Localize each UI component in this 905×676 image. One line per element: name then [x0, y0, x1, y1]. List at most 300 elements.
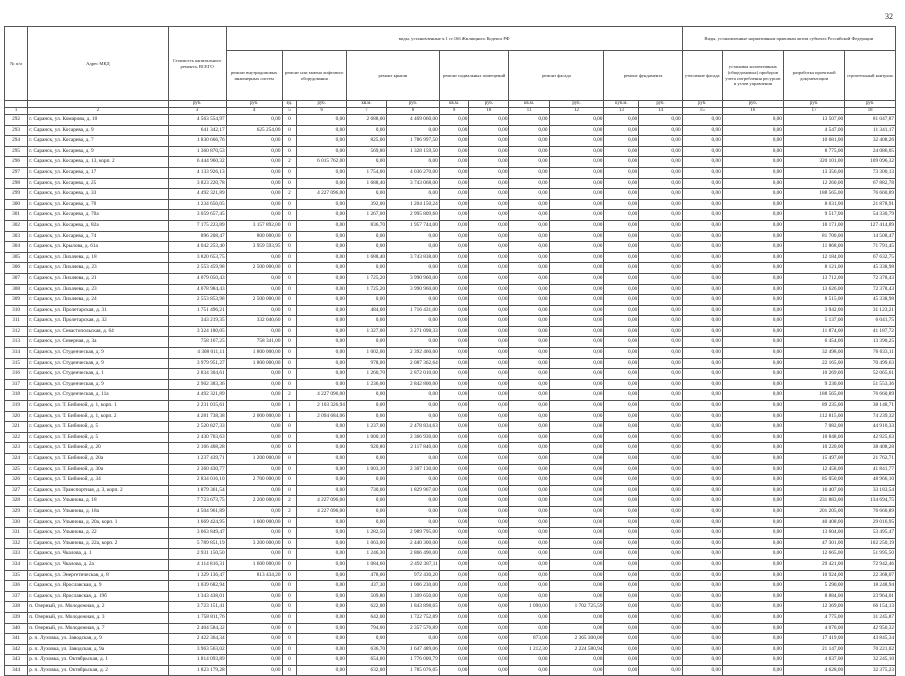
table-cell: 0,00 [439, 210, 469, 221]
table-cell: 1 776 000,79 [387, 655, 440, 666]
table-cell: 2 834 016,10 [168, 475, 226, 486]
table-cell: 0,00 [469, 475, 509, 486]
table-cell: 0 [282, 305, 297, 316]
row-number-cell: 296 [5, 157, 28, 168]
table-cell: 0,00 [639, 220, 682, 231]
table-cell: 0,00 [549, 199, 604, 210]
table-cell: 0,00 [346, 125, 386, 136]
table-cell: 0,00 [297, 136, 347, 147]
row-number-cell: 333 [5, 549, 28, 560]
table-cell: 0,00 [722, 634, 783, 645]
table-cell: 0,00 [439, 178, 469, 189]
table-cell: 0,00 [387, 454, 440, 465]
row-number-cell: 308 [5, 284, 28, 295]
table-row [5, 517, 896, 528]
table-cell: 0,00 [226, 634, 282, 645]
table-cell: 1 879 361,54 [168, 485, 226, 496]
table-cell: 0 [282, 475, 297, 486]
table-cell: 0,00 [722, 401, 783, 412]
table-cell: 654,00 [346, 655, 386, 666]
table-cell: 0,00 [639, 517, 682, 528]
table-cell: 76 660,89 [845, 506, 896, 517]
table-cell: 0,00 [604, 549, 639, 560]
table-cell: 0,00 [469, 263, 509, 274]
row-number-cell: 317 [5, 379, 28, 390]
table-cell: 0,00 [604, 464, 639, 475]
table-cell: 0,00 [604, 528, 639, 539]
table-cell: 0,00 [639, 178, 682, 189]
table-cell: 2 103 326,94 [297, 401, 347, 412]
table-cell: 0,00 [297, 348, 347, 359]
address-cell: г. Саранск, ул. Студенческая, д. 1 [28, 369, 168, 380]
table-row [5, 348, 896, 359]
row-number-cell: 323 [5, 443, 28, 454]
table-cell: 0,00 [226, 136, 282, 147]
table-cell: 0,00 [469, 210, 509, 221]
table-row [5, 602, 896, 613]
table-cell: 0,00 [549, 390, 604, 401]
table-cell: 4 036 270,00 [387, 167, 440, 178]
table-cell: 67 882,78 [845, 178, 896, 189]
table-cell: 0,00 [604, 263, 639, 274]
table-cell: 1 647 489,06 [387, 644, 440, 655]
header-basement: ремонт подвальных помещений [439, 51, 509, 101]
header-group-federal: виды, установленные ч.1 ст.166 Жилищного Кодекса РФ [226, 27, 682, 51]
table-cell: 0,00 [346, 496, 386, 507]
table-cell: 0,00 [439, 401, 469, 412]
address-cell: г. Саранск, ул. Ульянова, д. 18а [28, 506, 168, 517]
table-cell: 0,00 [509, 432, 549, 443]
table-cell: 3 324 180,05 [168, 326, 226, 337]
column-numbers-row [5, 108, 896, 115]
table-cell: 0,00 [226, 252, 282, 263]
table-cell: 0 [282, 369, 297, 380]
table-cell: 0,00 [549, 422, 604, 433]
address-cell: г. Саранск, ул. Лихачева, д. 24 [28, 295, 168, 306]
table-cell: 0,00 [226, 115, 282, 126]
table-cell: 0,00 [297, 655, 347, 666]
table-cell: 0,00 [439, 136, 469, 147]
table-cell: 1 000,10 [346, 432, 386, 443]
table-cell: 0,00 [387, 401, 440, 412]
table-cell: 1 327,00 [346, 326, 386, 337]
table-cell: 0,00 [604, 644, 639, 655]
table-cell: 0,00 [682, 549, 722, 560]
table-cell: 0,00 [469, 305, 509, 316]
address-cell: г. Саранск, ул. Косарева, д. 70 [28, 199, 168, 210]
table-cell: 6 444 960,32 [168, 157, 226, 168]
table-cell: 0,00 [387, 295, 440, 306]
table-cell: 0,00 [297, 263, 347, 274]
table-cell: 0,00 [604, 305, 639, 316]
table-cell: 0,00 [297, 559, 347, 570]
table-cell: 0,00 [549, 612, 604, 623]
table-cell: 0,00 [297, 146, 347, 157]
table-cell: 1 758 811,76 [168, 612, 226, 623]
table-row [5, 581, 896, 592]
table-cell: 11 874,00 [783, 326, 844, 337]
table-cell: 0,00 [682, 231, 722, 242]
table-cell: 3 157 892,00 [226, 220, 282, 231]
row-number-cell: 312 [5, 326, 28, 337]
unit-cell: руб. [783, 101, 844, 108]
address-cell: р. п. Луховка, ул. Октябрьская, д. 1 [28, 655, 168, 666]
table-cell: 0,00 [549, 528, 604, 539]
table-cell: 1 039 682,94 [168, 581, 226, 592]
table-cell: 569,80 [346, 146, 386, 157]
unit-cell: ед. [282, 101, 297, 108]
address-cell: г. Саранск, ул. Т. Бибиной, д. 5 [28, 432, 168, 443]
table-cell: 320 101,00 [783, 157, 844, 168]
table-row [5, 665, 896, 676]
table-cell: 0,00 [297, 581, 347, 592]
table-cell: 2 989 795,00 [387, 528, 440, 539]
table-row [5, 549, 896, 560]
unit-cell: кв.м. [509, 101, 549, 108]
table-cell: 0,00 [604, 401, 639, 412]
unit-cell: руб. [168, 101, 226, 108]
table-cell: 0,00 [639, 146, 682, 157]
table-cell: 0,00 [639, 348, 682, 359]
row-number-cell: 324 [5, 454, 28, 465]
table-cell: 0,00 [297, 305, 347, 316]
header-engineering-systems: ремонт внутридомовых инженерных систем [226, 51, 282, 101]
table-cell: 0 [282, 623, 297, 634]
table-row [5, 146, 896, 157]
table-row [5, 475, 896, 486]
table-cell: 2 094 684,06 [297, 411, 347, 422]
address-cell: г. Саранск, ул. Студенческая, д. 9 [28, 379, 168, 390]
table-cell: 0,00 [297, 199, 347, 210]
table-cell: 0 [282, 422, 297, 433]
table-cell: 0,00 [387, 506, 440, 517]
table-cell: 0,00 [469, 295, 509, 306]
table-cell: 0,00 [722, 559, 783, 570]
table-cell: 201 205,00 [783, 506, 844, 517]
table-cell: 0,00 [722, 136, 783, 147]
table-cell: 0,00 [226, 665, 282, 676]
row-number-cell: 306 [5, 263, 28, 274]
table-cell: 5 137,00 [783, 316, 844, 327]
table-cell: 1 003,10 [346, 464, 386, 475]
table-cell: 0,00 [722, 167, 783, 178]
table-cell: 0,00 [682, 570, 722, 581]
table-row [5, 189, 896, 200]
table-cell: 31 245,87 [845, 612, 896, 623]
table-cell: 0,00 [226, 464, 282, 475]
address-cell: г. Саранск, ул. Чкалова, д. 1 [28, 549, 168, 560]
table-cell: 0,00 [297, 443, 347, 454]
row-number-cell: 321 [5, 422, 28, 433]
table-cell: 0 [282, 136, 297, 147]
header-foundation: ремонт фундамента [604, 51, 682, 101]
table-cell: 0,00 [297, 210, 347, 221]
table-cell: 2 492 387,11 [387, 559, 440, 570]
table-cell: 0,00 [509, 581, 549, 592]
table-cell: 0 [282, 178, 297, 189]
table-cell: 0,00 [226, 178, 282, 189]
table-row [5, 199, 896, 210]
table-cell: 0,00 [722, 475, 783, 486]
column-number: 13 [604, 108, 639, 115]
table-cell: 0,00 [297, 591, 347, 602]
table-cell: 0,00 [639, 655, 682, 666]
table-cell: 40 408,00 [783, 517, 844, 528]
address-cell: г. Саранск, ул. Косарева, д. 74 [28, 231, 168, 242]
table-cell: 0,00 [509, 295, 549, 306]
table-cell: 0 [282, 517, 297, 528]
table-cell: 0,00 [346, 316, 386, 327]
table-cell: 0,00 [549, 464, 604, 475]
table-cell: 0,00 [722, 125, 783, 136]
table-cell: 0,00 [682, 443, 722, 454]
table-cell: 12 260,00 [783, 178, 844, 189]
unit-cell: руб. [226, 101, 282, 108]
table-cell: 0,00 [549, 549, 604, 560]
table-cell: 0,00 [639, 305, 682, 316]
row-number-cell: 316 [5, 369, 28, 380]
table-cell: 0,00 [509, 549, 549, 560]
table-cell: 17 419,00 [783, 634, 844, 645]
table-cell: 0,00 [639, 612, 682, 623]
table-cell: 13 712,00 [783, 273, 844, 284]
row-number-cell: 322 [5, 432, 28, 443]
table-cell: 2 931 150,50 [168, 549, 226, 560]
table-cell: 0,00 [469, 665, 509, 676]
table-row [5, 538, 896, 549]
table-cell: 0,00 [439, 581, 469, 592]
table-cell: 0,00 [226, 273, 282, 284]
table-cell: 0,00 [722, 665, 783, 676]
table-cell: 0,00 [226, 146, 282, 157]
table-cell: 0,00 [297, 242, 347, 253]
table-cell: 0,00 [226, 581, 282, 592]
table-cell: 1 830 666,76 [168, 136, 226, 147]
table-cell: 0,00 [604, 199, 639, 210]
unit-cell: кв.м. [439, 101, 469, 108]
table-cell: 0,00 [346, 475, 386, 486]
table-cell: 0,00 [549, 570, 604, 581]
table-cell: 0,00 [549, 581, 604, 592]
table-cell: 0,00 [722, 220, 783, 231]
table-cell: 484,00 [346, 305, 386, 316]
table-cell: 0,00 [639, 570, 682, 581]
table-cell: 1 716 431,00 [387, 305, 440, 316]
table-row [5, 316, 896, 327]
table-cell: 0,00 [722, 348, 783, 359]
table-cell: 0,00 [604, 655, 639, 666]
table-cell: 0,00 [549, 125, 604, 136]
table-cell: 0,00 [639, 496, 682, 507]
address-cell: г. Саранск, ул. Крылова, д. 61а [28, 242, 168, 253]
address-cell: г. Саранск, ул. Т. Бибиной, д. 1, корп. 2 [28, 411, 168, 422]
table-cell: 0,00 [682, 602, 722, 613]
row-number-cell: 299 [5, 189, 28, 200]
table-cell: 18 171,00 [783, 220, 844, 231]
column-number: 17 [783, 108, 844, 115]
table-cell: 1 688,40 [346, 252, 386, 263]
table-cell: 0,00 [509, 316, 549, 327]
table-cell: 2 360 430,77 [168, 464, 226, 475]
table-cell: 0,00 [604, 220, 639, 231]
table-cell: 0,00 [682, 199, 722, 210]
table-cell: 920,80 [346, 443, 386, 454]
table-cell: 0,00 [439, 506, 469, 517]
table-cell: 0,00 [509, 475, 549, 486]
table-cell: 0,00 [346, 401, 386, 412]
table-cell: 0,00 [722, 273, 783, 284]
table-cell: 0,00 [722, 570, 783, 581]
table-cell: 0,00 [469, 591, 509, 602]
table-cell: 2 500 000,00 [226, 263, 282, 274]
table-cell: 0,00 [639, 538, 682, 549]
table-cell: 1 282,50 [346, 528, 386, 539]
table-cell: 3 963 563,02 [168, 644, 226, 655]
table-cell: 2 [282, 496, 297, 507]
table-cell: 0,00 [469, 411, 509, 422]
unit-cell: руб. [722, 101, 783, 108]
table-cell: 0,00 [509, 655, 549, 666]
table-cell: 21 147,00 [783, 644, 844, 655]
table-cell: 0,00 [509, 528, 549, 539]
table-cell: 0,00 [604, 559, 639, 570]
table-cell: 1 237,00 [346, 422, 386, 433]
capital-repair-table [4, 26, 896, 676]
table-cell: 0,00 [469, 432, 509, 443]
table-cell: 0,00 [682, 369, 722, 380]
table-cell: 85 050,00 [783, 475, 844, 486]
row-number-cell: 337 [5, 591, 28, 602]
table-cell: 0 [282, 432, 297, 443]
row-number-cell: 294 [5, 136, 28, 147]
table-cell: 0,00 [439, 189, 469, 200]
table-cell: 1 204 150,24 [387, 199, 440, 210]
table-row [5, 273, 896, 284]
row-number-cell: 331 [5, 528, 28, 539]
address-cell: г. Саранск, ул. Ульянова, д. 18 [28, 496, 168, 507]
table-cell: 0,00 [297, 644, 347, 655]
table-cell: 0,00 [346, 242, 386, 253]
table-cell: 0,00 [722, 443, 783, 454]
header-facade: ремонт фасада [509, 51, 604, 101]
table-cell: 0,00 [722, 432, 783, 443]
table-cell: 1 236,00 [346, 379, 386, 390]
address-cell: п. Озерный, ул. Молодежная, д. 3 [28, 612, 168, 623]
table-cell: 188 565,00 [783, 390, 844, 401]
table-cell: 0 [282, 612, 297, 623]
table-cell: 0,00 [439, 422, 469, 433]
table-cell: 0,00 [439, 146, 469, 157]
table-cell: 0,00 [722, 326, 783, 337]
table-cell: 2 200 000,00 [226, 496, 282, 507]
table-cell: 0,00 [469, 655, 509, 666]
table-cell: 0,00 [226, 210, 282, 221]
table-cell: 0,00 [469, 570, 509, 581]
table-cell: 0,00 [722, 581, 783, 592]
table-cell: 22 368,07 [845, 570, 896, 581]
table-cell: 0,00 [439, 263, 469, 274]
table-cell: 0 [282, 655, 297, 666]
table-cell: 70 221,02 [845, 644, 896, 655]
table-cell: 0,00 [604, 411, 639, 422]
table-cell: 1 957 744,00 [387, 220, 440, 231]
table-cell: 0,00 [682, 337, 722, 348]
table-cell: 0,00 [549, 157, 604, 168]
table-cell: 0,00 [509, 337, 549, 348]
table-cell: 0,00 [509, 612, 549, 623]
table-row [5, 369, 896, 380]
table-cell: 0,00 [346, 263, 386, 274]
table-cell: 0,00 [509, 157, 549, 168]
table-cell: 0,00 [346, 634, 386, 645]
table-cell: 0,00 [226, 655, 282, 666]
table-cell: 0,00 [604, 316, 639, 327]
table-cell: 0 [282, 538, 297, 549]
table-cell: 0,00 [509, 348, 549, 359]
table-cell: 0,00 [549, 655, 604, 666]
table-cell: 1 829 967,00 [387, 485, 440, 496]
table-cell: 8 631,00 [783, 199, 844, 210]
table-cell: 0,00 [722, 369, 783, 380]
table-cell: 76 660,89 [845, 189, 896, 200]
header-address: Адрес МКД [28, 27, 168, 101]
row-number-cell: 332 [5, 538, 28, 549]
table-cell: 0,00 [509, 326, 549, 337]
table-cell: 0,00 [682, 189, 722, 200]
table-cell: 0 [282, 242, 297, 253]
header-meters: установка коллективных (общедомовых) приборов учета потребления ресурсов и узлов управления [722, 51, 783, 101]
table-cell: 188 565,00 [783, 189, 844, 200]
table-cell: 74 239,32 [845, 411, 896, 422]
address-cell: г. Саранск, ул. Косарева, д. 7 [28, 136, 168, 147]
table-cell: 0,00 [226, 602, 282, 613]
table-cell: 0 [282, 284, 297, 295]
table-cell: 13 356,00 [783, 167, 844, 178]
table-cell: 0,00 [549, 665, 604, 676]
table-cell: 89 235,00 [783, 401, 844, 412]
table-cell: 0,00 [469, 358, 509, 369]
table-cell: 0,00 [604, 443, 639, 454]
table-cell: 0,00 [722, 337, 783, 348]
column-number: 15 [682, 108, 722, 115]
table-cell: 0,00 [549, 136, 604, 147]
table-cell: 0,00 [682, 464, 722, 475]
table-cell: 0,00 [549, 263, 604, 274]
table-cell: 0,00 [549, 369, 604, 380]
table-cell: 52 065,61 [845, 369, 896, 380]
table-cell: 0 [282, 581, 297, 592]
table-cell: 1 600 000,00 [226, 559, 282, 570]
unit-cell: куб.м. [604, 101, 639, 108]
table-cell: 0,00 [682, 665, 722, 676]
table-cell: 0,00 [682, 284, 722, 295]
unit-cell: руб. [845, 101, 896, 108]
table-cell: 7 723 673,75 [168, 496, 226, 507]
table-cell: 0,00 [469, 517, 509, 528]
address-cell: г. Саранск, ул. Косарева, д. 25 [28, 178, 168, 189]
table-cell: 1 063,00 [346, 538, 386, 549]
column-number: 5 [282, 108, 297, 115]
address-cell: г. Саранск, ул. Транспортная, д. 3, корп. 2 [28, 485, 168, 496]
address-cell: р. п. Луховка, ул. Заводская, д. 9а [28, 644, 168, 655]
table-cell: 625 254,00 [226, 125, 282, 136]
table-cell: 0,00 [549, 231, 604, 242]
table-row [5, 305, 896, 316]
table-cell: 0,00 [722, 464, 783, 475]
table-cell: 0,00 [682, 581, 722, 592]
table-cell: 0,00 [297, 432, 347, 443]
table-cell: 0 [282, 528, 297, 539]
